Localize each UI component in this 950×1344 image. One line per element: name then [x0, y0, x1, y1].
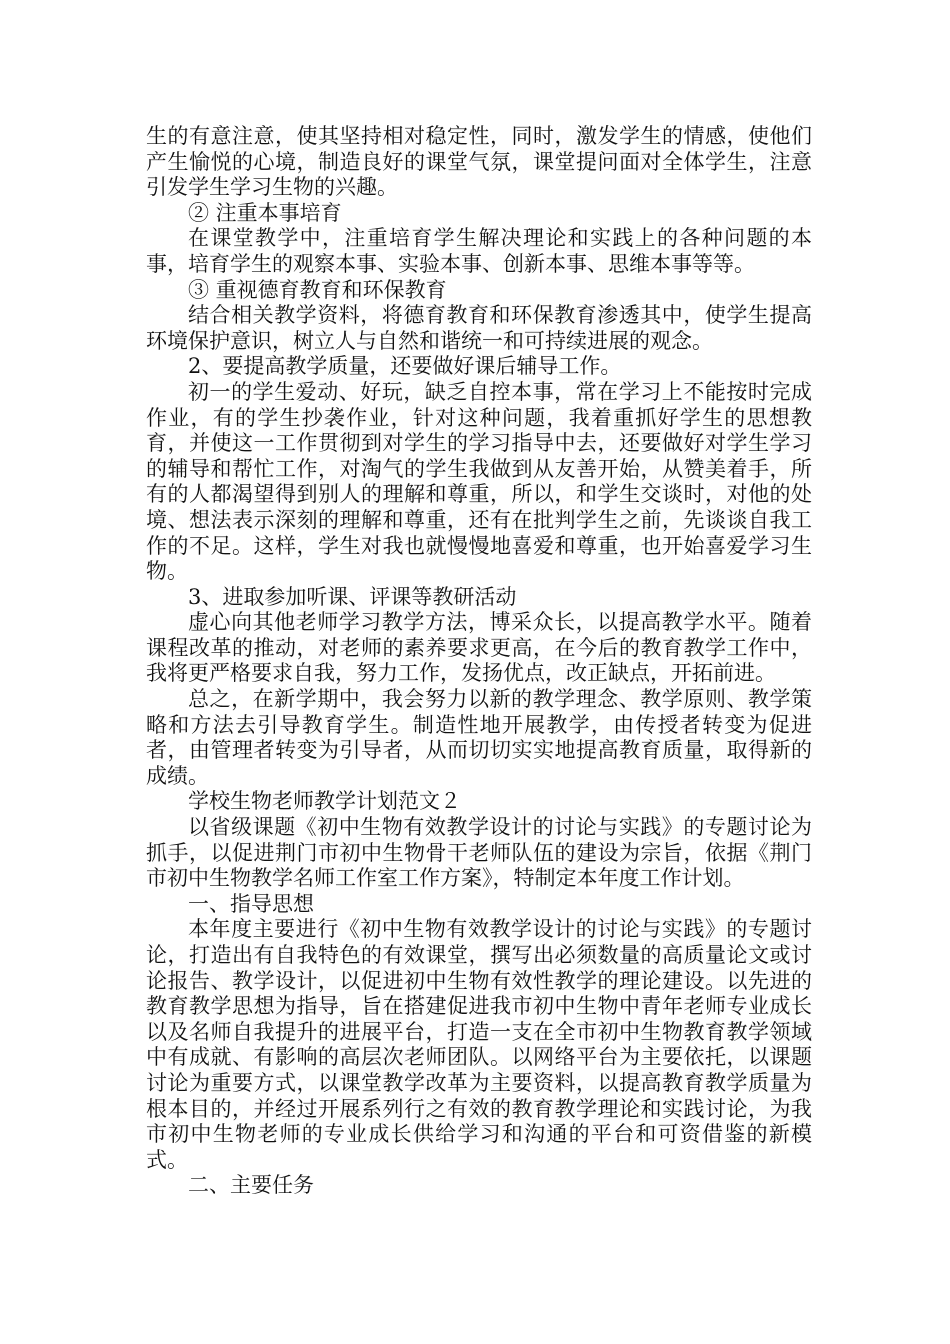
paragraph: 3、进取参加听课、评课等教研活动	[188, 584, 517, 609]
paragraph: ② 注重本事培育	[188, 200, 342, 225]
paragraph: 初一的学生爱动、好玩，缺乏自控本事，常在学习上不能按时完成作业，有的学生抄袭作业，针对这种问题，我着重抓好学生的思想教育，并使这一工作贯彻到对学生的学习指导中去，还要做好对学生学习的辅导和帮忙工作，对淘气的学生我做到从友善开始，从赞美着手，所有的人都渴望得到别人的理解和尊重，所以，和学生交谈时，对他的处境、想法表示深刻的理解和尊重，还有在批判学生之前，先谈谈自我工作的不足。这样，学生对我也就慢慢地喜爱和尊重，也开始喜爱学习生物。	[146, 379, 812, 584]
paragraph: 2、要提高教学质量，还要做好课后辅导工作。	[188, 354, 622, 379]
section-heading: 二、主要任务	[188, 1173, 314, 1198]
paragraph: 本年度主要进行《初中生物有效教学设计的讨论与实践》的专题讨论，打造出有自我特色的有效课堂，撰写出必须数量的高质量论文或讨论报告、教学设计，以促进初中生物有效性教学的理论建设。以先进的教育教学思想为指导，旨在搭建促进我市初中生物中青年老师专业成长以及名师自我提升的进展平台，打造一支在全市初中生物教育教学领域中有成就、有影响的高层次老师团队。以网络平台为主要依托，以课题讨论为重要方式，以课堂教学改革为主要资料，以提高教育教学质量为根本目的，并经过开展系列行之有效的教育教学理论和实践讨论，为我市初中生物老师的专业成长供给学习和沟通的平台和可资借鉴的新模式。	[146, 917, 812, 1172]
paragraph: 生的有意注意，使其坚持相对稳定性，同时，激发学生的情感，使他们产生愉悦的心境，制造良好的课堂气氛，课堂提问面对全体学生，注意引发学生学习生物的兴趣。	[146, 124, 812, 200]
paragraph: 结合相关教学资料，将德育教育和环保教育渗透其中，使学生提高环境保护意识，树立人与自然和谐统一和可持续进展的观念。	[146, 303, 812, 353]
document-body	[146, 124, 812, 1199]
paragraph: 虚心向其他老师学习教学方法，博采众长，以提高教学水平。随着课程改革的推动，对老师的素养要求更高，在今后的教育教学工作中，我将更严格要求自我，努力工作，发扬优点，改正缺点，开拓前进。	[146, 610, 812, 686]
paragraph: 总之，在新学期中，我会努力以新的教学理念、教学原则、教学策略和方法去引导教育学生。制造性地开展教学，由传授者转变为促进者，由管理者转变为引导者，从而切切实实地提高教育质量，取得新的成绩。	[146, 687, 812, 788]
paragraph: ③ 重视德育教育和环保教育	[188, 277, 447, 302]
section-title: 学校生物老师教学计划范文２	[188, 789, 461, 814]
section-heading: 一、指导思想	[188, 891, 314, 916]
paragraph: 以省级课题《初中生物有效教学设计的讨论与实践》的专题讨论为抓手，以促进荆门市初中生物骨干老师队伍的建设为宗旨，依据《荆门市初中生物教学名师工作室工作方案》，特制定本年度工作计划。	[146, 815, 812, 891]
paragraph: 在课堂教学中，注重培育学生解决理论和实践上的各种问题的本事，培育学生的观察本事、实验本事、创新本事、思维本事等等。	[146, 226, 812, 276]
